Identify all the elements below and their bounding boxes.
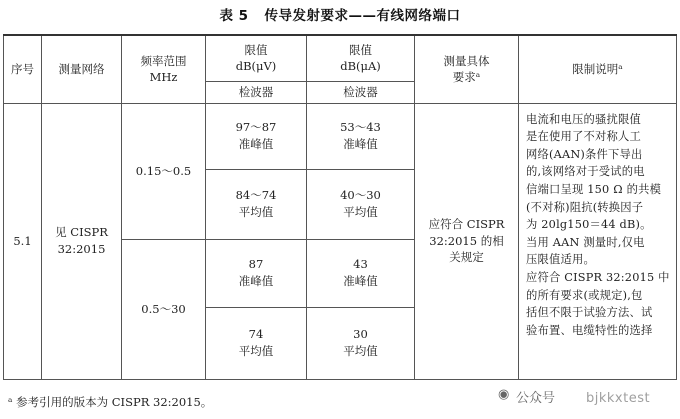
table-caption: [0, 4, 680, 24]
header-requirement-line2: 要求ᵃ: [452, 70, 481, 85]
requirement-line: 32:2015 的相: [429, 233, 504, 248]
header-limit-a-line1: 限值: [349, 42, 372, 57]
limit-a-cell: [307, 307, 415, 379]
limit-v-cell: [206, 169, 307, 239]
header-limit-a-line2: dB(μA): [340, 59, 381, 74]
limit-v-value: 87: [248, 257, 264, 272]
watermark-site: bjkkxtest: [586, 391, 651, 406]
note-line: 应符合 CISPR 32:2015 中: [526, 270, 670, 284]
row-network: [42, 103, 122, 379]
header-limit-v-line2: dB(μV): [235, 59, 277, 74]
header-limit-a: [307, 35, 415, 81]
limit-a-value: 43: [353, 257, 368, 272]
header-freq: [122, 35, 206, 103]
note-line: 的所有要求(或规定),包: [526, 288, 643, 302]
note-line: 验布置、电缆特性的选择: [526, 323, 653, 337]
wechat-icon: ◉: [498, 387, 510, 402]
limit-a-detector: 准峰值: [343, 274, 378, 288]
row-network-line2: 32:2015: [57, 242, 106, 256]
limit-a-value: 53～43: [340, 120, 381, 135]
note-line: 电流和电压的骚扰限值: [526, 112, 641, 126]
header-seq: 序号: [4, 35, 42, 103]
table-number: 表 5: [219, 8, 249, 24]
header-notes: 限制说明ᵃ: [519, 35, 677, 103]
watermark: [498, 382, 680, 416]
limit-v-cell: [206, 103, 307, 169]
limit-v-value: 74: [248, 327, 264, 342]
limit-v-detector: 准峰值: [238, 137, 274, 151]
requirement-line: 应符合 CISPR: [428, 216, 505, 231]
table-footnote: ᵃ 参考引用的版本为 CISPR 32:2015。: [8, 395, 213, 409]
row-seq: 5.1: [4, 103, 42, 379]
limit-a-cell: [307, 239, 415, 307]
limit-v-cell: [206, 239, 307, 307]
note-line: 为 20lg150＝44 dB)。: [526, 218, 652, 232]
header-freq-line2: MHz: [149, 70, 178, 85]
limit-a-detector: 平均值: [343, 205, 378, 219]
limit-a-cell: [307, 103, 415, 169]
note-line: 当用 AAN 测量时,仅电: [526, 235, 645, 249]
limit-a-value: 30: [353, 327, 368, 342]
limit-v-cell: [206, 307, 307, 379]
row-notes: [519, 103, 677, 379]
note-line: 压限值适用。: [526, 253, 595, 267]
header-requirement-line1: 测量具体: [443, 53, 490, 68]
limit-a-detector: 准峰值: [343, 137, 378, 151]
header-freq-line1: 频率范围: [140, 53, 187, 68]
watermark-account: 公众号: [516, 391, 556, 406]
limit-a-detector: 平均值: [343, 344, 378, 358]
emission-table: [3, 34, 677, 380]
limit-v-detector: 平均值: [238, 205, 274, 219]
limit-a-value: 40～30: [340, 188, 381, 203]
requirement-line: 关规定: [449, 250, 484, 265]
limit-a-cell: [307, 169, 415, 239]
band-range: 0.5～30: [122, 239, 206, 379]
header-requirement: [415, 35, 519, 103]
note-line: (不对称)阻抗(转换因子: [526, 200, 644, 214]
note-line: 是在使用了不对称人工: [526, 130, 641, 144]
header-network: 测量网络: [42, 35, 122, 103]
header-detector-a: 检波器: [307, 81, 415, 103]
note-line: 网络(AAN)条件下导出: [526, 147, 643, 161]
note-line: 信端口呈现 150 Ω 的共模: [526, 182, 662, 196]
note-line: 的,该网络对于受试的电: [526, 165, 645, 179]
limit-v-detector: 平均值: [238, 344, 274, 358]
row-requirement: [415, 103, 519, 379]
row-network-line1: 见 CISPR: [55, 225, 108, 240]
header-limit-v-line1: 限值: [244, 42, 268, 57]
table-title: 传导发射要求——有线网络端口: [264, 8, 461, 24]
header-limit-v: [206, 35, 307, 81]
limit-v-value: 97～87: [235, 120, 277, 135]
header-detector-v: 检波器: [206, 81, 307, 103]
limit-v-value: 84～74: [235, 188, 277, 203]
limit-v-detector: 准峰值: [238, 274, 274, 288]
band-range: 0.15～0.5: [122, 103, 206, 239]
note-line: 括但不限于试验方法、试: [526, 306, 653, 320]
